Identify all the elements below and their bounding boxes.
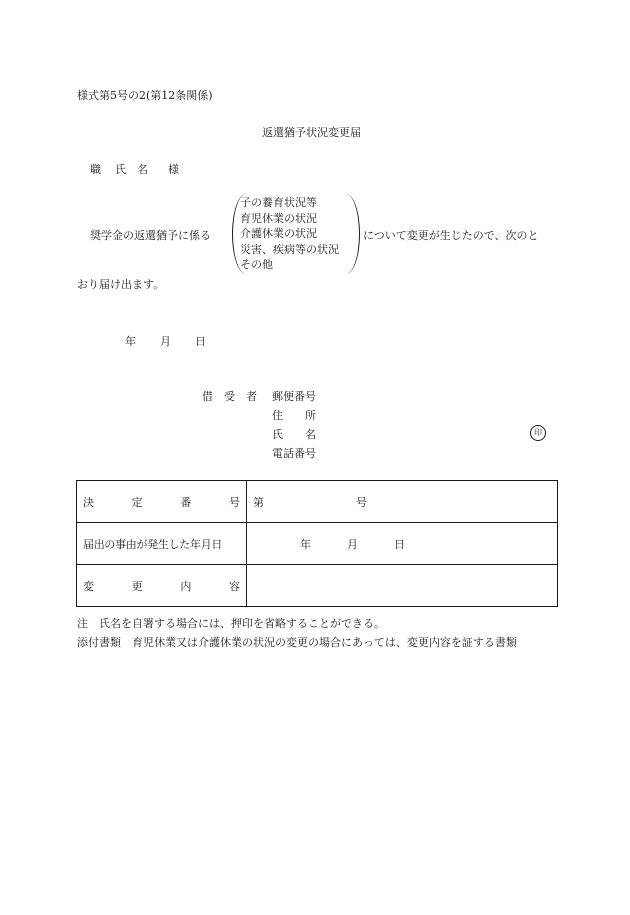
date-year: 年	[125, 335, 136, 348]
occurrence-date-label: 届出の事由が発生した年月日	[77, 523, 247, 565]
intro-suffix: について変更が生じたので、次のと	[363, 229, 539, 242]
date-line	[125, 333, 206, 349]
borrower-address-label: 住 所	[272, 409, 316, 422]
document-title: 返還猶予状況変更届	[262, 126, 361, 139]
change-content-value[interactable]	[247, 565, 558, 607]
occurrence-date-value[interactable]	[247, 523, 558, 565]
addressee-name: 氏 名	[115, 163, 148, 176]
option-disaster-illness: 災害、疾病等の状況	[240, 242, 339, 256]
borrower-label: 借 受 者	[202, 390, 257, 403]
date-month: 月	[160, 335, 171, 348]
decision-number-label: 決 定 番 号	[77, 481, 247, 523]
borrower-name-label: 氏 名	[272, 428, 316, 441]
decision-number-prefix: 第	[253, 495, 264, 509]
borrower-phone-label: 電話番号	[272, 447, 316, 460]
note-signature: 注 氏名を自署する場合には、押印を省略することができる。	[77, 617, 385, 630]
occurrence-year: 年	[300, 537, 311, 551]
addressee	[90, 161, 179, 177]
seal-mark: 印	[530, 425, 546, 441]
table-row-occurrence-date	[77, 523, 558, 565]
addressee-position: 職	[90, 163, 101, 176]
change-options	[240, 195, 339, 273]
form-number: 様式第5号の2(第12条関係)	[77, 89, 213, 102]
option-parental-leave: 育児休業の状況	[240, 211, 317, 225]
option-other: その他	[240, 258, 273, 271]
note-attachment: 添付書類 育児休業又は介護休業の状況の変更の場合にあっては、変更内容を証する書類	[77, 636, 517, 649]
intro-prefix: 奨学金の返還猶予に係る	[90, 229, 211, 242]
info-table	[76, 480, 558, 607]
intro-continuation: おり届け出ます。	[77, 278, 165, 291]
table-row-decision-number	[77, 481, 558, 523]
addressee-honorific: 様	[168, 163, 179, 176]
change-content-label: 変 更 内 容	[77, 565, 247, 607]
option-nursing-leave: 介護休業の状況	[240, 227, 317, 240]
borrower-postal-label: 郵便番号	[272, 390, 316, 403]
occurrence-day: 日	[394, 537, 405, 551]
date-day: 日	[195, 335, 206, 348]
table-row-change-content	[77, 565, 558, 607]
occurrence-month: 月	[347, 537, 358, 551]
option-childcare-status: 子の養育状況等	[240, 196, 317, 209]
decision-number-value[interactable]	[247, 481, 558, 523]
decision-number-suffix: 号	[356, 495, 367, 509]
